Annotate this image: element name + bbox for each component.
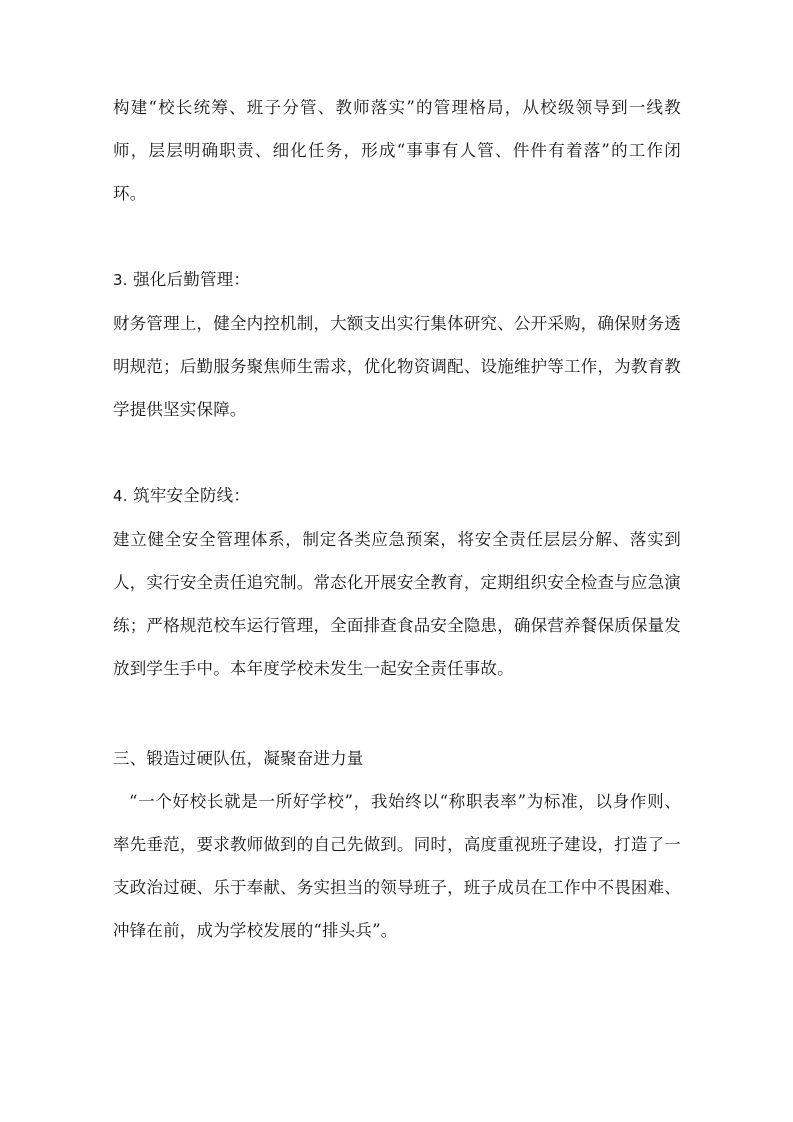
paragraph-team-building: “一个好校长就是一所好学校”，我始终以“称职表率”为标准，以身作则、率先垂范，要求教师做到的自己先做到。同时，高度重视班子建设，打造了一支政治过硬、乐于奉献、务实担当的领导班子，班子成员在工作中不畏困难、冲锋在前，成为学校发展的“排头兵”。 xyxy=(113,792,681,940)
section-spacer xyxy=(113,690,681,737)
section-number-4: 4. xyxy=(113,487,128,505)
section-label-text-4: 筑牢安全防线： xyxy=(133,486,251,505)
section-label-safety xyxy=(113,474,681,518)
section-label-logistics xyxy=(113,258,681,302)
section-label-text-3: 强化后勤管理： xyxy=(133,270,251,289)
paragraph-spacer xyxy=(113,215,681,258)
paragraph-safety-detail: 建立健全安全管理体系，制定各类应急预案，将安全责任层层分解、落实到人，实行安全责任追究制。常态化开展安全教育，定期组织安全检查与应急演练；严格规范校车运行管理，全面排查食品安全隐患，确保营养餐保质保量发放到学生手中。本年度学校未发生一起安全责任事故。 xyxy=(113,530,681,678)
section-number-3: 3. xyxy=(113,271,128,289)
document-body xyxy=(113,86,681,952)
paragraph-logistics-detail: 财务管理上，健全内控机制，大额支出实行集体研究、公开采购，确保财务透明规范；后勤服务聚焦师生需求，优化物资调配、设施维护等工作，为教育教学提供坚实保障。 xyxy=(113,314,681,419)
paragraph-spacer xyxy=(113,431,681,474)
paragraph-management-structure: 构建“校长统筹、班子分管、教师落实”的管理格局，从校级领导到一线教师，层层明确职责、细化任务，形成“事事有人管、件件有着落”的工作闭环。 xyxy=(113,98,681,203)
heading-section-three: 三、锻造过硬队伍，凝聚奋进力量 xyxy=(113,749,364,768)
